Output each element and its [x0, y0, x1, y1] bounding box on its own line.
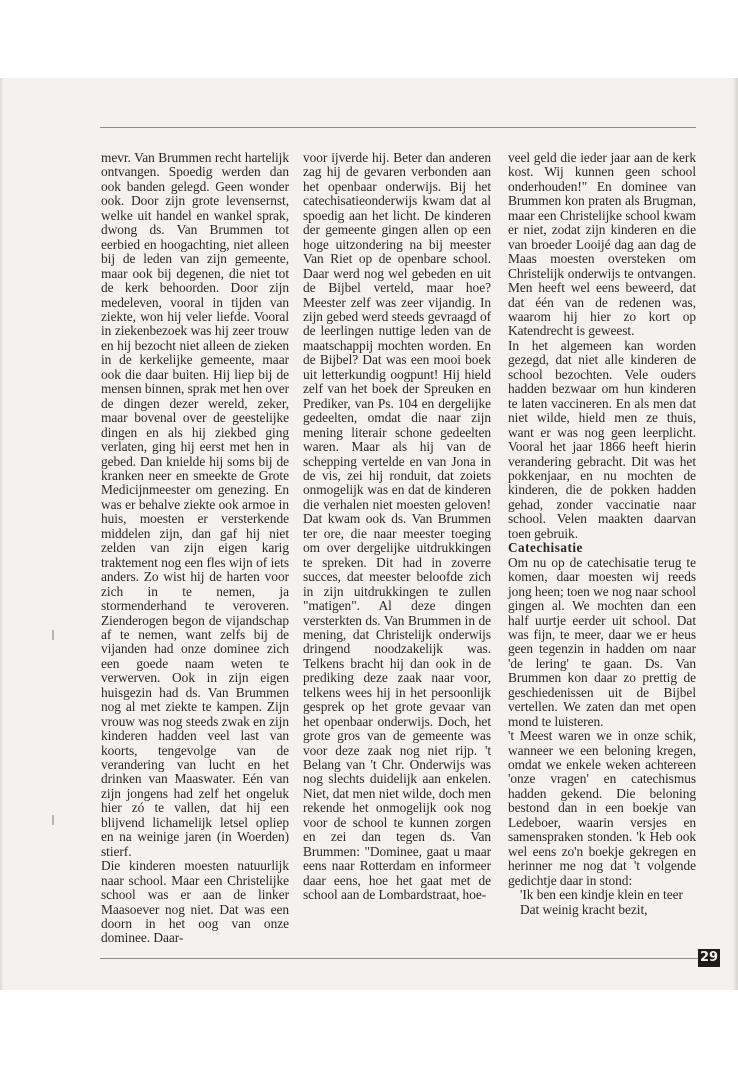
paragraph: 't Meest waren we in onze schik, wanneer we een beloning kregen, omdat we enkele weken achtereen 'onze vragen' en catechismus hadden gekend. Die beloning bestond dan in een boekje van Ledeboer, waarin versjes en samenspraken stonden. 'k Heb ook wel eens zo'n boekje gekregen en herinner me nog dat 't volgende gedichtje daar in stond:	[508, 728, 696, 888]
paragraph: mevr. Van Brummen recht hartelijk ontvangen. Spoedig werden dan ook banden gelegd. Geen wonder ook. Door zijn grote levensernst, welke uit handel en wankel sprak, dwong ds. Van Brummen tot eerbied en hoogachting, niet alleen bij de leden van zijn gemeente, maar ook bij degenen, die niet tot de kerk behoorden. Door zijn medeleven, vooral in tijden van ziekte, won hij veler liefde. Vooral in ziekenbezoek was hij zeer trouw en hij bezocht niet alleen de zieken in de kerkelijke gemeente, maar ook die daar buiten. Hij liep bij de mensen binnen, sprak met hen over de dingen dezer wereld, zeker, maar bovenal over de geestelijke dingen en als hij ziekbed ging verlaten, ging hij eerst met hen in gebed. Dan knielde hij soms bij de kranken neer en smeekte de Grote Medicijnmeester om genezing. En was er behalve ziekte ook armoe in huis, moesten er versterkende middelen zijn, dan gaf hij niet zelden van zijn eigen karig traktement nog een fles wijn of iets anders. Zo wist hij de harten voor zich in te nemen, ja stormenderhand te veroveren. Zienderogen begon de vijandschap af te nemen, want zelfs bij de vijanden had onze dominee zich een goede naam weten te verwerven. Ook in zijn eigen huisgezin had ds. Van Brummen nog al met ziekte te kampen. Zijn vrouw was nog steeds zwak en zijn kinderen hadden veel last van koorts, tengevolge van de verandering van lucht en het drinken van Maaswater. Eén van zijn jongens had zelf het ongeluk hier zó te vallen, dat hij een blijvend lichamelijk letsel opliep en na weinige jaren (in Woerden) stierf.	[101, 150, 289, 859]
poem-line: Dat weinig kracht bezit,	[520, 901, 648, 917]
paragraph: Om nu op de catechisatie terug te komen, daar moesten wij reeds jong heen; toen we nog naar school gingen al. We mochten dan een half uurtje eerder uit school. Dat was fijn, te meer, daar we er heus geen tegenzin in hadden om naar 'de lering' te gaan. Ds. Van Brummen kon daar zo prettig de geschiedenissen uit de Bijbel vertellen. We zaten dan met open mond te luisteren.	[508, 554, 696, 729]
margin-mark	[52, 630, 54, 640]
paragraph: voor ijverde hij. Beter dan anderen zag hij de gevaren verbonden aan het openbaar onderwijs. Bij het catechisatieonderwijs kwam dat al spoedig aan het licht. De kinderen der gemeente gingen allen op een hoge uitzondering na bij meester Van Riet op de openbare school. Daar werd nog wel gebeden en uit de Bijbel verteld, maar hoe? Meester zelf was zeer vijandig. In zijn gebed werd steeds gevraagd of de leerlingen nuttige leden van de maatschappij mochten worden. En de Bijbel? Dat was een mooi boek uit letterkundig oogpunt! Hij hield zelf van het boek der Spreuken en Prediker, van Ps. 104 en dergelijke gedeelten, omdat die naar zijn mening literair schone gedeelten waren. Maar als hij van de schepping vertelde en van Jona in de vis, zei hij ronduit, dat zoiets onmogelijk was en dat de kinderen die verhalen niet moesten geloven! Dat kwam ook ds. Van Brummen ter ore, die naar meester toeging om over dergelijke uitdrukkingen te spreken. Dit had in zoverre succes, dat meester beloofde zich in zijn uitdrukkingen te zullen "matigen". Al deze dingen versterkten ds. Van Brummen in de mening, dat Christelijk onderwijs dringend noodzakelijk was. Telkens bracht hij dan ook in de prediking deze zaak naar voor, telkens wees hij in het persoonlijk gesprek op het grote gevaar van het openbaar onderwijs. Doch, het grote gros van de gemeente was voor deze zaak nog niet rijp. 't Belang van 't Chr. Onderwijs was nog slechts duidelijk aan enkelen. Niet, dat men niet wilde, doch men rekende het onmogelijk ook nog voor de school te kunnen zorgen en zei dan tegen ds. Van Brummen: "Dominee, gaat u maar eens naar Rotterdam en informeer daar eens, hoe het gaat met de school aan de Lombardstraat, hoe-	[303, 150, 491, 903]
page-right-edge	[732, 78, 738, 990]
footer-rule	[100, 958, 698, 959]
section-heading: Catechisatie	[508, 540, 583, 556]
paragraph: In het algemeen kan worden gezegd, dat niet alle kinderen de school bezochten. Vele ouders hadden bezwaar om hun kinderen te laten vaccineren. En als men dat niet wilde, hield men ze thuis, want er was nog geen leerplicht. Vooral het jaar 1866 heeft hierin verandering gebracht. Dit was het pokkenjaar, en nu mochten de kinderen, die de pokken hadden gehad, zonder vaccinatie naar school. Velen maakten daarvan toen gebruik.	[508, 337, 696, 541]
text-column-2	[303, 151, 491, 903]
poem	[508, 888, 696, 917]
text-column-3	[508, 151, 696, 917]
poem-line: 'Ik ben een kindje klein en teer	[520, 887, 683, 903]
page-number: 29	[699, 950, 719, 965]
text-column-1	[101, 151, 289, 946]
header-rule	[100, 127, 696, 128]
paragraph: veel geld die ieder jaar aan de kerk kost. Wij kunnen geen school onderhouden!" En dominee van Brummen kon praten als Brugman, maar een Christelijke school kwam er niet, zodat zijn kinderen en die van broeder Looijé dag aan dag de Maas moesten oversteken om Christelijk onderwijs te ontvangen. Men heeft wel eens beweerd, dat dat één van de redenen was, waarom hij hier zo kort op Katendrecht is geweest.	[508, 150, 696, 339]
paragraph: Die kinderen moesten natuurlijk naar school. Maar een Christelijke school was er aan de linker Maasoever nog niet. Dat was een doorn in het oog van onze dominee. Daar-	[101, 858, 289, 946]
page-left-edge	[0, 78, 4, 990]
margin-mark	[52, 815, 54, 825]
